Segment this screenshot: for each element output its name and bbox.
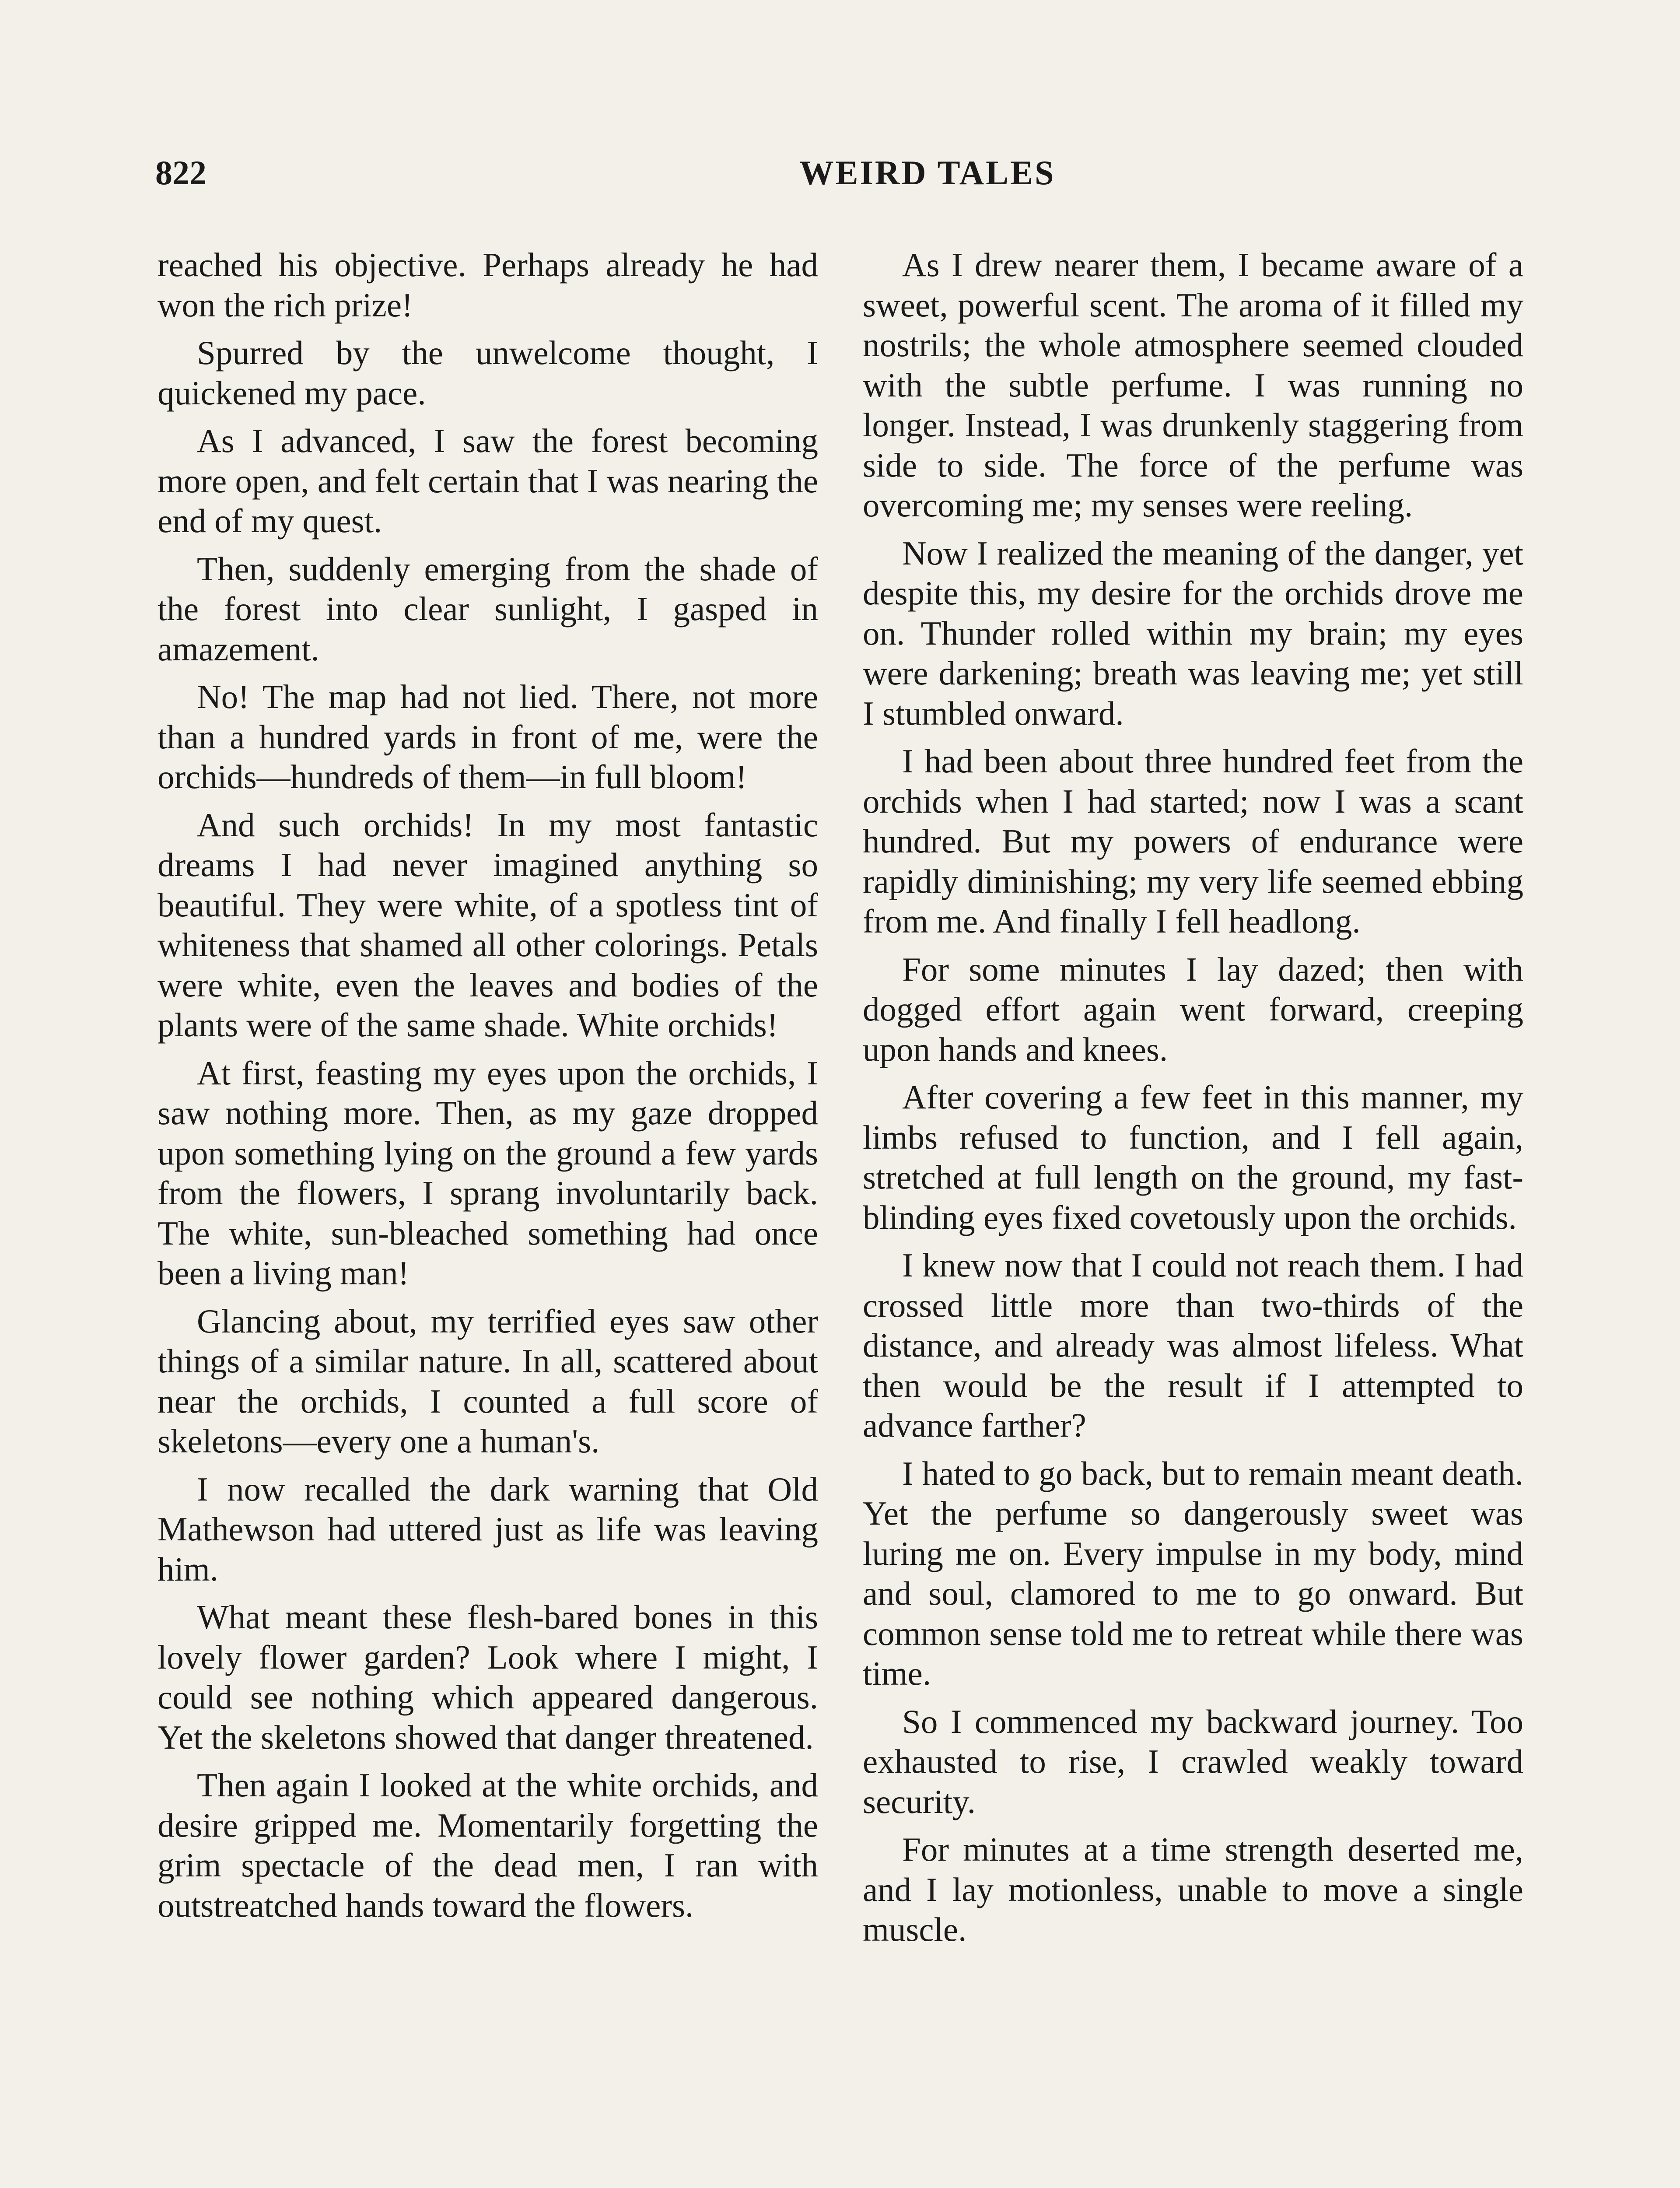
paragraph: I knew now that I could not reach them. I had crossed little more than two-thirds of the distance, and already was almost lifeless. What then would be the result if I attempted to advance farther?: [863, 1246, 1523, 1444]
paragraph: At first, feasting my eyes upon the orchids, I saw nothing more. Then, as my gaze dropped upon something lying on the ground a few yards from the flowers, I sprang involuntarily back. The white, sun-bleached something had once been a living man!: [158, 1054, 818, 1292]
paragraph: Then again I looked at the white orchids, and desire gripped me. Momentarily forgetting the grim spectacle of the dead men, I ran with outstreatched hands toward the flowers.: [158, 1766, 818, 1924]
paragraph: Then, suddenly emerging from the shade of the forest into clear sunlight, I gasped in amazement.: [158, 550, 818, 668]
paragraph: And such orchids! In my most fantastic dreams I had never imagined anything so beautiful. They were white, of a spotless tint of whiteness that shamed all other colorings. Petals were white, even the leaves and bodies of the plants were of the same shade. White orchids!: [158, 806, 818, 1044]
paragraph: reached his objective. Perhaps already he had won the rich prize!: [158, 246, 818, 324]
page-number: 822: [155, 154, 206, 192]
paragraph: I hated to go back, but to remain meant death. Yet the perfume so dangerously sweet was luring me on. Every impulse in my body, mind and soul, clamored to me to go onward. But common sense told me to retreat while there was time.: [863, 1454, 1523, 1692]
paragraph: After covering a few feet in this manner, my limbs refused to function, and I fell again, stretched at full length on the ground, my fast-blinding eyes fixed covetously upon the orchids.: [863, 1078, 1523, 1236]
paragraph: Spurred by the unwelcome thought, I quickened my pace.: [158, 334, 818, 412]
paragraph: I now recalled the dark warning that Old Mathewson had uttered just as life was leaving him.: [158, 1470, 818, 1588]
paragraph: What meant these flesh-bared bones in this lovely flower garden? Look where I might, I could see nothing which appeared dangerous. Yet the skeletons showed that danger threatened.: [158, 1598, 818, 1756]
paragraph: So I commenced my backward journey. Too exhausted to rise, I crawled weakly toward security.: [863, 1702, 1523, 1820]
paragraph: As I advanced, I saw the forest becoming more open, and felt certain that I was nearing the end of my quest.: [158, 422, 818, 540]
right-column: [863, 245, 1523, 1958]
paragraph: Glancing about, my terrified eyes saw other things of a similar nature. In all, scattered about near the orchids, I counted a full score of skeletons—every one a human's.: [158, 1302, 818, 1460]
paragraph: As I drew nearer them, I became aware of a sweet, powerful scent. The aroma of it filled my nostrils; the whole atmosphere seemed clouded with the subtle perfume. I was running no longer. Instead, I was drunkenly staggering from side to side. The force of the perfume was overcoming me; my senses were reeling.: [863, 246, 1523, 524]
paragraph: For some minutes I lay dazed; then with dogged effort again went forward, creeping upon hands and knees.: [863, 950, 1523, 1068]
paragraph: Now I realized the meaning of the danger, yet despite this, my desire for the orchids drove me on. Thunder rolled within my brain; my eyes were darkening; breath was leaving me; yet still I stumbled onward.: [863, 534, 1523, 732]
running-head: WEIRD TALES: [799, 154, 1056, 192]
paragraph: For minutes at a time strength deserted me, and I lay motionless, unable to move a single muscle.: [863, 1830, 1523, 1948]
left-column: [158, 245, 818, 1933]
page-header: [155, 151, 1056, 195]
paragraph: I had been about three hundred feet from the orchids when I had started; now I was a scant hundred. But my powers of endurance were rapidly diminishing; my very life seemed ebbing from me. And finally I fell headlong.: [863, 742, 1523, 940]
paragraph: No! The map had not lied. There, not more than a hundred yards in front of me, were the orchids—hundreds of them—in full bloom!: [158, 678, 818, 796]
